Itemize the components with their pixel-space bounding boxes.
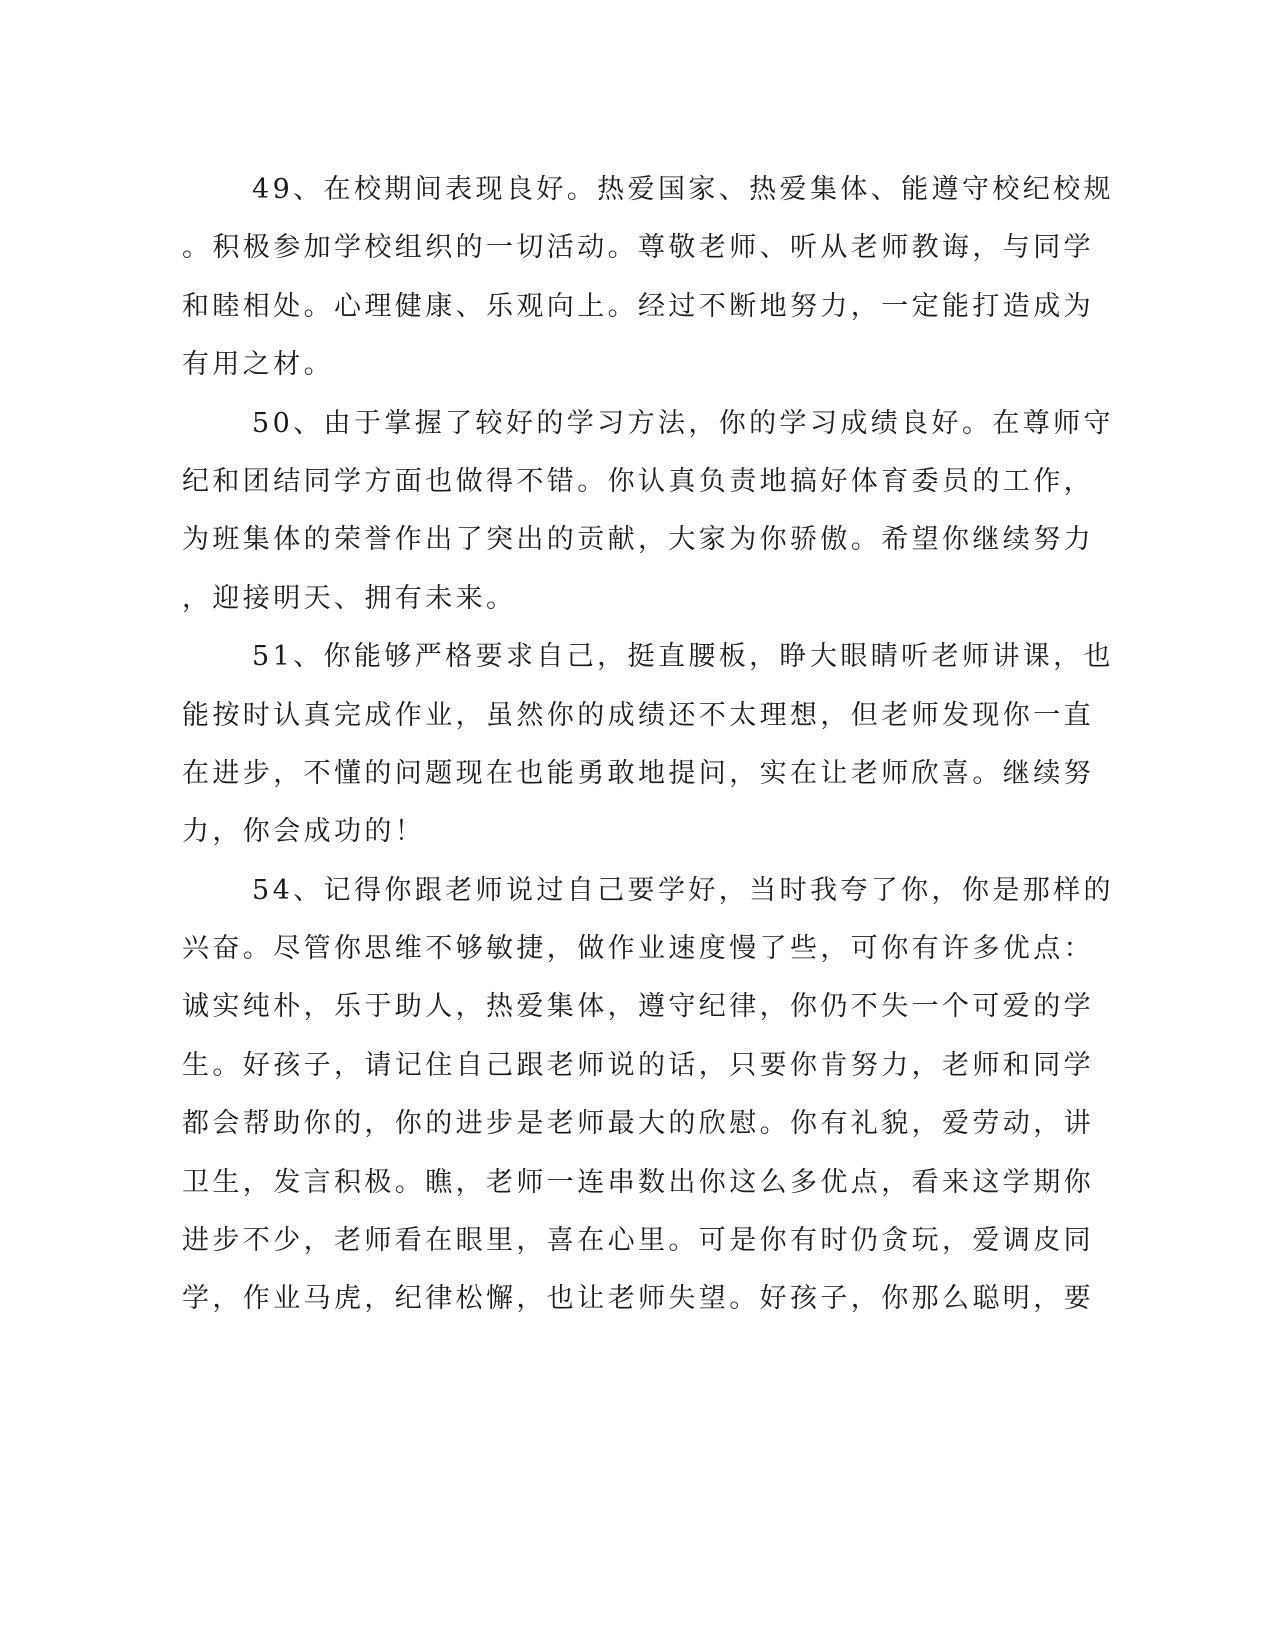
text-line: 54、记得你跟老师说过自己要学好，当时我夸了你，你是那样的 — [252, 874, 1114, 906]
text-line: 卫生，发言积极。瞧，老师一连串数出你这么多优点，看来这学期你 — [182, 1166, 1094, 1198]
paragraph-50 — [182, 395, 1114, 629]
text-line: ，迎接明天、拥有未来。 — [182, 582, 517, 614]
text-line: 49、在校期间表现良好。热爱国家、热爱集体、能遵守校纪校规 — [252, 174, 1114, 205]
text-line: 都会帮助你的，你的进步是老师最大的欣慰。你有礼貌，爱劳动，讲 — [182, 1108, 1094, 1140]
text-line: 在进步，不懂的问题现在也能勇敢地提问，实在让老师欣喜。继续努 — [182, 757, 1094, 789]
text-line: 诚实纯朴，乐于助人，热爱集体，遵守纪律，你仍不失一个可爱的学 — [182, 991, 1094, 1023]
paragraph-51 — [182, 628, 1114, 862]
text-line: 。积极参加学校组织的一切活动。尊敬老师、听从老师教诲，与同学 — [182, 232, 1094, 264]
text-line: 生。好孩子，请记住自己跟老师说的话，只要你肯努力，老师和同学 — [182, 1049, 1094, 1081]
text-line: 力，你会成功的！ — [182, 816, 426, 848]
text-line: 学，作业马虎，纪律松懈，也让老师失望。好孩子，你那么聪明，要 — [182, 1283, 1094, 1315]
text-line: 兴奋。尽管你思维不够敏捷，做作业速度慢了些，可你有许多优点： — [182, 933, 1094, 965]
document-body — [182, 161, 1114, 1329]
paragraph-49 — [182, 161, 1114, 395]
text-line: 进步不少，老师看在眼里，喜在心里。可是你有时仍贪玩，爱调皮同 — [182, 1225, 1094, 1257]
text-line: 能按时认真完成作业，虽然你的成绩还不太理想，但老师发现你一直 — [182, 699, 1094, 731]
paragraph-54 — [182, 862, 1114, 1329]
text-line: 为班集体的荣誉作出了突出的贡献，大家为你骄傲。希望你继续努力 — [182, 524, 1094, 556]
text-line: 51、你能够严格要求自己，挺直腰板，睁大眼睛听老师讲课，也 — [252, 641, 1114, 673]
text-line: 有用之材。 — [182, 349, 334, 381]
text-line: 纪和团结同学方面也做得不错。你认真负责地搞好体育委员的工作， — [182, 465, 1094, 497]
text-line: 和睦相处。心理健康、乐观向上。经过不断地努力，一定能打造成为 — [182, 290, 1094, 322]
text-line: 50、由于掌握了较好的学习方法，你的学习成绩良好。在尊师守 — [252, 407, 1114, 439]
